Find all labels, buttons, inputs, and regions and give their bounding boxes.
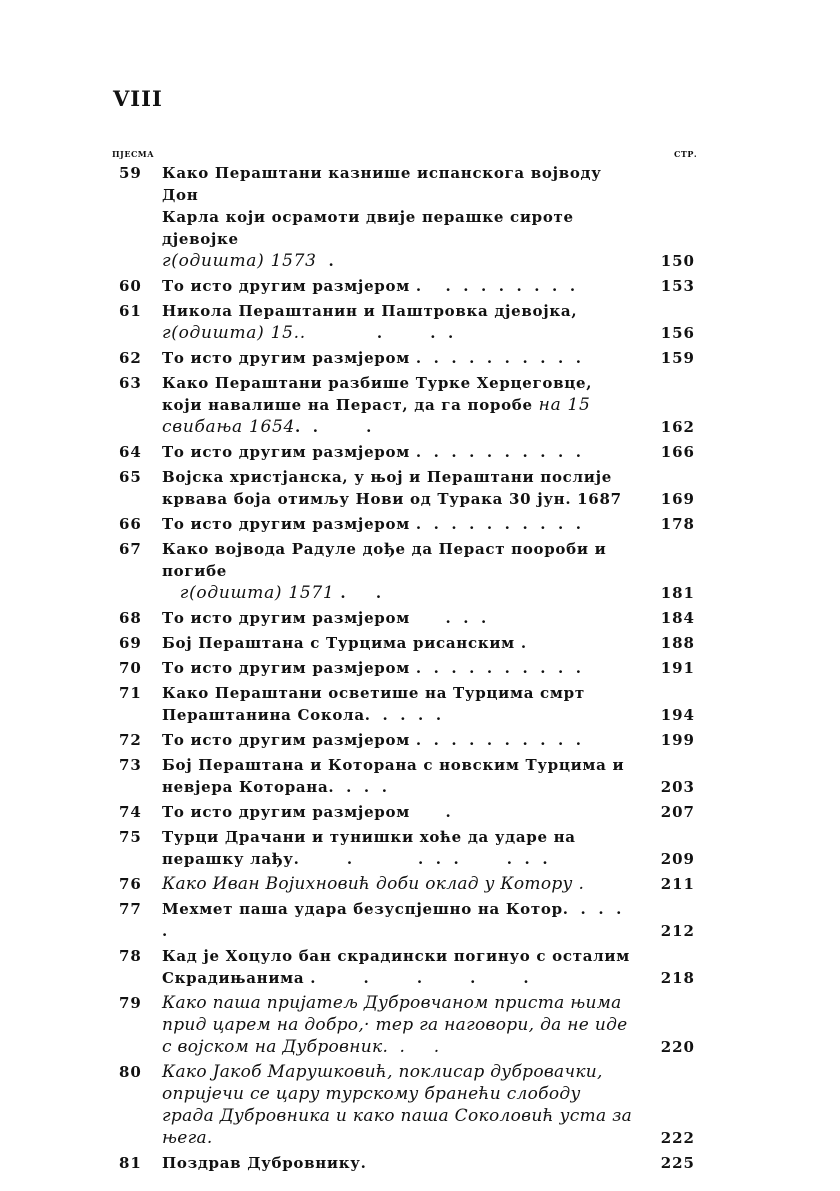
entry-number: 79 bbox=[119, 994, 142, 1012]
toc-entry bbox=[112, 657, 695, 679]
entry-number: 61 bbox=[119, 302, 142, 320]
entry-title-text: То исто другим размјером . . . . . . . . . . bbox=[162, 515, 582, 533]
entry-title bbox=[162, 826, 651, 870]
entry-number: 65 bbox=[119, 468, 142, 486]
entry-title-italic: на 15 свибања 1654 bbox=[162, 395, 597, 437]
entry-title-tail: . . bbox=[334, 584, 382, 602]
entry-page: 166 bbox=[660, 443, 695, 461]
toc-entry bbox=[112, 513, 695, 535]
toc-entry bbox=[112, 801, 695, 823]
entry-title bbox=[162, 873, 651, 895]
toc-entry bbox=[112, 466, 695, 510]
entry-page: 150 bbox=[660, 252, 695, 270]
toc-entry bbox=[112, 898, 695, 942]
entry-title-italic: г(одишта) 15.. bbox=[162, 323, 306, 343]
toc-entry bbox=[112, 1061, 695, 1149]
page-number: VIII bbox=[113, 86, 163, 111]
toc-entry bbox=[112, 632, 695, 654]
entry-page: 212 bbox=[660, 922, 695, 940]
entry-title-text: То исто другим размјером . . . bbox=[162, 609, 487, 627]
entry-title-text: То исто другим размјером . . . . . . . . . bbox=[162, 277, 576, 295]
toc-entry bbox=[112, 275, 695, 297]
toc-entry bbox=[112, 873, 695, 895]
entry-page: 159 bbox=[660, 349, 695, 367]
entry-number: 70 bbox=[119, 659, 142, 677]
table-of-contents bbox=[112, 162, 695, 1177]
entry-title bbox=[162, 729, 651, 751]
toc-entry bbox=[112, 607, 695, 629]
entry-title bbox=[162, 300, 651, 344]
entry-title-text: Турци Драчани и тунишки хоће да ударе на перашку лађу. . . . . . . . bbox=[162, 828, 582, 868]
entry-number: 75 bbox=[119, 828, 142, 846]
toc-entry bbox=[112, 347, 695, 369]
entry-title-text: Бој Пераштана с Турцима рисанским . bbox=[162, 634, 527, 652]
entry-page: 199 bbox=[660, 731, 695, 749]
entry-title bbox=[162, 992, 651, 1058]
entry-title bbox=[162, 513, 651, 535]
entry-title bbox=[162, 372, 651, 438]
entry-title-italic: Како Иван Војихновић доби оклад у Котору bbox=[162, 874, 573, 894]
entry-page: 209 bbox=[660, 850, 695, 868]
entry-page: 153 bbox=[660, 277, 695, 295]
entry-title-text: Како Пераштани осветише на Турцима смрт Пераштанина Сокола. . . . . bbox=[162, 684, 591, 724]
entry-title-tail: . . . bbox=[382, 1037, 440, 1057]
entry-title-text: Бој Пераштана и Которана с новским Турцима и невјера Которана. . . . bbox=[162, 756, 631, 796]
entry-title bbox=[162, 275, 651, 297]
toc-entry bbox=[112, 538, 695, 604]
entry-title-tail: . bbox=[572, 874, 585, 894]
entry-page: 156 bbox=[660, 324, 695, 342]
entry-number: 78 bbox=[119, 947, 142, 965]
entry-number: 76 bbox=[119, 875, 142, 893]
entry-page: 178 bbox=[660, 515, 695, 533]
entry-page: 207 bbox=[660, 803, 695, 821]
entry-title bbox=[162, 682, 651, 726]
entry-title-text: То исто другим размјером . . . . . . . . . . bbox=[162, 659, 582, 677]
entry-page: 191 bbox=[660, 659, 695, 677]
entry-number: 66 bbox=[119, 515, 142, 533]
toc-entry bbox=[112, 372, 695, 438]
entry-title bbox=[162, 1061, 651, 1149]
entry-number: 64 bbox=[119, 443, 142, 461]
entry-number: 59 bbox=[119, 164, 142, 182]
entry-title-text: Војска христјанска, у њој и Пераштани послије крвава боја отимљу Нови од Турака 30 јун. 1687 bbox=[162, 468, 622, 508]
entry-title bbox=[162, 754, 651, 798]
entry-title-italic: г(одишта) 1573 bbox=[162, 251, 317, 271]
entry-page: 218 bbox=[660, 969, 695, 987]
entry-page: 211 bbox=[660, 875, 695, 893]
entry-page: 222 bbox=[660, 1129, 695, 1147]
toc-entry bbox=[112, 682, 695, 726]
toc-entry bbox=[112, 992, 695, 1058]
entry-number: 74 bbox=[119, 803, 142, 821]
entry-title-text: То исто другим размјером . . . . . . . . . . bbox=[162, 731, 582, 749]
entry-number: 69 bbox=[119, 634, 142, 652]
entry-title-italic: Како Јакоб Марушковић, поклисар дубровачки, опријечи се цару турскому бранећи слободу града Дубровника и како паша Соколовић уста за њега bbox=[162, 1062, 638, 1148]
entry-number: 77 bbox=[119, 900, 142, 918]
toc-entry bbox=[112, 441, 695, 463]
toc-entry bbox=[112, 754, 695, 798]
entry-page: 194 bbox=[660, 706, 695, 724]
entry-title-tail: . . . bbox=[305, 324, 454, 342]
entry-title-italic: Како паша пријатељ Дубровчаном приста њима прид царем на добро,· тер га наговори, да не иде с војском на Дубровник bbox=[162, 993, 634, 1057]
toc-entry bbox=[112, 729, 695, 751]
entry-title-text: То исто другим размјером . . . . . . . . . . bbox=[162, 349, 582, 367]
entry-number: 80 bbox=[119, 1063, 142, 1081]
toc-entry bbox=[112, 1152, 695, 1174]
toc-entry bbox=[112, 162, 695, 272]
entry-page: 225 bbox=[660, 1154, 695, 1172]
entry-title-text: Како Пераштани казнише испанскога војводу Дон Карла који осрамоти двије перашке сироте дјевојке bbox=[162, 164, 602, 248]
entry-title bbox=[162, 898, 651, 942]
entry-title bbox=[162, 466, 651, 510]
entry-number: 71 bbox=[119, 684, 142, 702]
entry-title-tail: . . . bbox=[295, 418, 373, 436]
entry-number: 73 bbox=[119, 756, 142, 774]
toc-entry bbox=[112, 945, 695, 989]
entry-title bbox=[162, 347, 651, 369]
entry-title-text: Кад је Хоцуло бан скрадински погинуо с осталим Скрадињанима . . . . . bbox=[162, 947, 636, 987]
entry-number: 72 bbox=[119, 731, 142, 749]
entry-title-text: То исто другим размјером . . . . . . . . . . bbox=[162, 443, 582, 461]
entry-page: 184 bbox=[660, 609, 695, 627]
toc-entry bbox=[112, 300, 695, 344]
toc-entry bbox=[112, 826, 695, 870]
column-label-poem: ПЈЕСМА bbox=[112, 149, 155, 159]
entry-page: 203 bbox=[660, 778, 695, 796]
entry-title-text: Мехмет паша удара безуспјешно на Котор. . . . . bbox=[162, 900, 634, 940]
entry-page: 220 bbox=[660, 1038, 695, 1056]
entry-number: 68 bbox=[119, 609, 142, 627]
entry-title-text: То исто другим размјером . bbox=[162, 803, 452, 821]
entry-page: 188 bbox=[660, 634, 695, 652]
entry-title bbox=[162, 538, 651, 604]
entry-title bbox=[162, 1152, 651, 1174]
entry-title bbox=[162, 801, 651, 823]
entry-title-text: Никола Пераштанин и Паштровка дјевојка, bbox=[162, 302, 584, 320]
entry-title bbox=[162, 657, 651, 679]
entry-number: 63 bbox=[119, 374, 142, 392]
entry-number: 62 bbox=[119, 349, 142, 367]
entry-title bbox=[162, 607, 651, 629]
entry-page: 169 bbox=[660, 490, 695, 508]
entry-title-text: Како Пераштани разбише Турке Херцеговце, који навалише на Пераст, да га поробе bbox=[162, 374, 599, 414]
entry-title bbox=[162, 632, 651, 654]
entry-title-text: Поздрав Дубровнику. bbox=[162, 1154, 367, 1172]
column-label-page: СТР. bbox=[674, 149, 698, 159]
entry-page: 162 bbox=[660, 418, 695, 436]
entry-title bbox=[162, 441, 651, 463]
entry-page: 181 bbox=[660, 584, 695, 602]
entry-title bbox=[162, 945, 651, 989]
entry-title bbox=[162, 162, 651, 272]
entry-number: 81 bbox=[119, 1154, 142, 1172]
entry-title-italic: г(одишта) 1571 bbox=[179, 583, 335, 603]
entry-title-text: Како војвода Радуле дође да Пераст поороби и погибе bbox=[162, 540, 607, 580]
entry-number: 67 bbox=[119, 540, 142, 558]
entry-number: 60 bbox=[119, 277, 142, 295]
entry-title-tail: . bbox=[206, 1128, 213, 1148]
entry-title-tail: . bbox=[316, 252, 335, 270]
